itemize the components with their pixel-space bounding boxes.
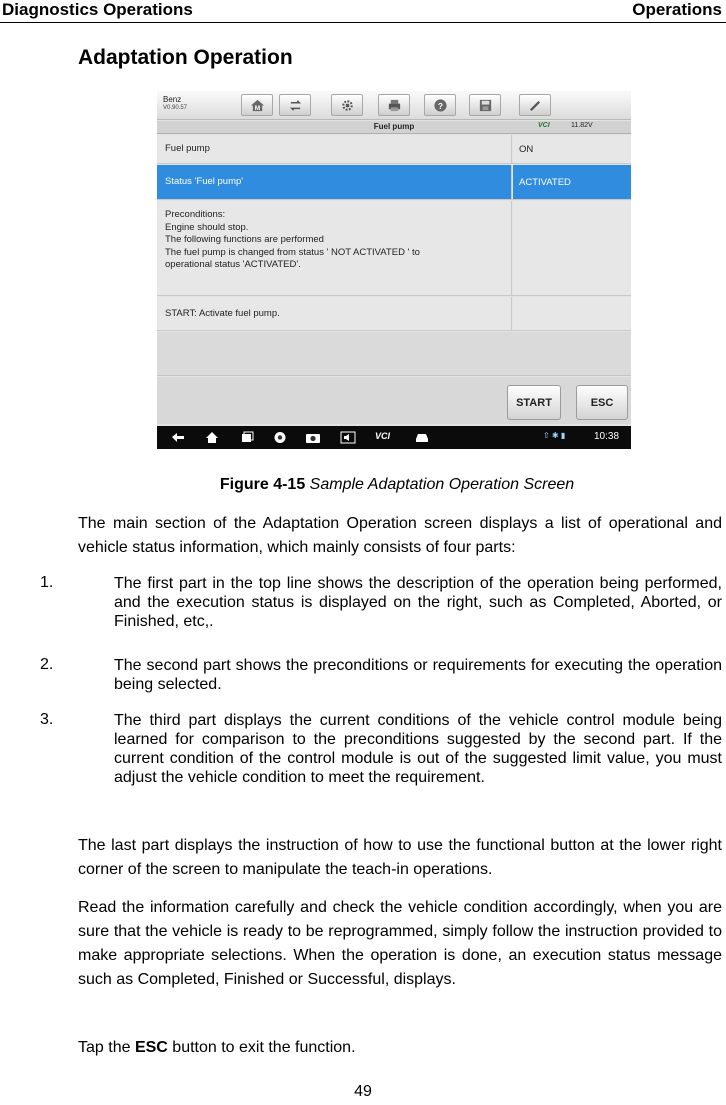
intro-paragraph: The main section of the Adaptation Operation screen displays a list of operational and vehicle status information, which mainly consists of four parts:	[78, 515, 722, 556]
precondition-line: The following functions are performed	[165, 234, 324, 245]
row-value: ACTIVATED	[519, 177, 571, 188]
svg-text:?: ?	[437, 100, 443, 111]
list-item: The third part displays the current conditions of the vehicle control module being learned for comparison to the preconditions suggested by the second part. If the current condition of the control module is out of the suggested limit value, you must adjust the vehicle condition to meet the requirement.	[114, 712, 722, 786]
esc-inline-label: ESC	[134, 1039, 168, 1056]
start-instruction: START: Activate fuel pump.	[165, 308, 280, 319]
instruction-row[interactable]	[157, 297, 631, 331]
brand	[163, 95, 187, 113]
precondition-line: Preconditions:	[165, 209, 226, 220]
list-number: 2.	[40, 656, 54, 673]
recent-apps-button[interactable]	[238, 430, 256, 444]
page-number: 49	[354, 1083, 372, 1100]
status-icons: ⇧ ✱ ▮	[543, 431, 566, 440]
screen-title: Fuel pump	[373, 122, 415, 131]
svg-text:M: M	[254, 104, 260, 112]
read-paragraph: Read the information carefully and check the vehicle condition accordingly, when you are sure that the vehicle is ready to be reprogrammed, simply follow the instruction provided to make appropriate selections. When the operation is done, an execution status message such as Completed, Finished or Successful, displays.	[78, 899, 722, 988]
print-icon	[387, 98, 402, 113]
home-icon	[250, 98, 265, 113]
figure-caption-text: Sample Adaptation Operation Screen	[309, 476, 575, 493]
precondition-line: The fuel pump is changed from status ' NOT ACTIVATED ' to	[165, 246, 420, 258]
back-button[interactable]	[169, 430, 187, 444]
software-version: V0.90.57	[163, 105, 188, 111]
row-label: Status 'Fuel pump'	[165, 176, 244, 187]
vci-shortcut[interactable]: VCI	[375, 431, 391, 441]
back-icon	[170, 431, 186, 444]
function-button-area	[157, 377, 631, 424]
recent-apps-icon	[239, 431, 255, 444]
help-button[interactable]	[424, 94, 456, 116]
tap-esc-paragraph: Tap the ESC button to exit the function.	[78, 1039, 356, 1056]
device-screenshot	[157, 91, 631, 449]
figure-number: Figure 4-15	[219, 476, 306, 493]
precondition-line: Engine should stop.	[165, 221, 249, 233]
header-rule	[0, 22, 726, 23]
empty-area	[157, 332, 631, 376]
vehicle-swap-icon	[288, 98, 303, 113]
camera-icon	[305, 431, 321, 444]
home-nav-button[interactable]	[203, 430, 221, 444]
list-number: 3.	[40, 711, 54, 728]
list-item: The second part shows the preconditions or requirements for executing the operation being selected.	[114, 657, 722, 693]
system-bar	[157, 426, 631, 449]
car-icon	[414, 431, 430, 444]
esc-button[interactable]: ESC	[576, 385, 628, 420]
brand-name: Benz	[163, 95, 182, 104]
save-button[interactable]	[469, 94, 501, 116]
table-row[interactable]	[157, 135, 631, 164]
settings-button[interactable]	[331, 94, 363, 116]
volume-icon	[340, 431, 356, 444]
table-row-selected[interactable]	[157, 165, 631, 200]
row-value: ON	[519, 144, 534, 155]
figure-caption	[0, 476, 726, 494]
row-label: Fuel pump	[165, 143, 210, 154]
system-clock: 10:38	[594, 431, 620, 442]
top-toolbar	[157, 91, 631, 120]
preconditions-row[interactable]	[157, 201, 631, 296]
save-icon	[478, 98, 493, 113]
help-icon	[433, 98, 448, 113]
home-nav-icon	[204, 431, 220, 444]
print-button[interactable]	[378, 94, 410, 116]
precondition-line: operational status 'ACTIVATED'.	[165, 259, 301, 270]
section-title: Adaptation Operation	[78, 46, 293, 69]
screen-title-bar	[157, 121, 631, 134]
volume-button[interactable]	[339, 430, 357, 444]
vehicle-swap-button[interactable]	[279, 94, 311, 116]
settings-icon	[340, 98, 355, 113]
header-right: Operations	[632, 0, 722, 19]
start-button[interactable]: START	[507, 385, 561, 420]
browser-icon	[272, 431, 288, 444]
home-button[interactable]	[241, 94, 273, 116]
browser-button[interactable]	[271, 430, 289, 444]
car-button[interactable]	[413, 430, 431, 444]
edit-icon	[528, 98, 543, 113]
list-item: The first part in the top line shows the description of the operation being performed, and the execution status is displayed on the right, such as Completed, Aborted, or Finished, etc,.	[114, 575, 722, 630]
edit-button[interactable]	[519, 94, 551, 116]
camera-button[interactable]	[304, 430, 322, 444]
last-part-paragraph: The last part displays the instruction of how to use the functional button at the lower right corner of the screen to manipulate the teach-in operations.	[78, 837, 722, 878]
vci-indicator: VCI	[538, 122, 550, 129]
header-left: Diagnostics Operations	[2, 0, 193, 19]
list-number: 1.	[40, 574, 54, 591]
battery-voltage: 11.82V	[571, 122, 593, 129]
